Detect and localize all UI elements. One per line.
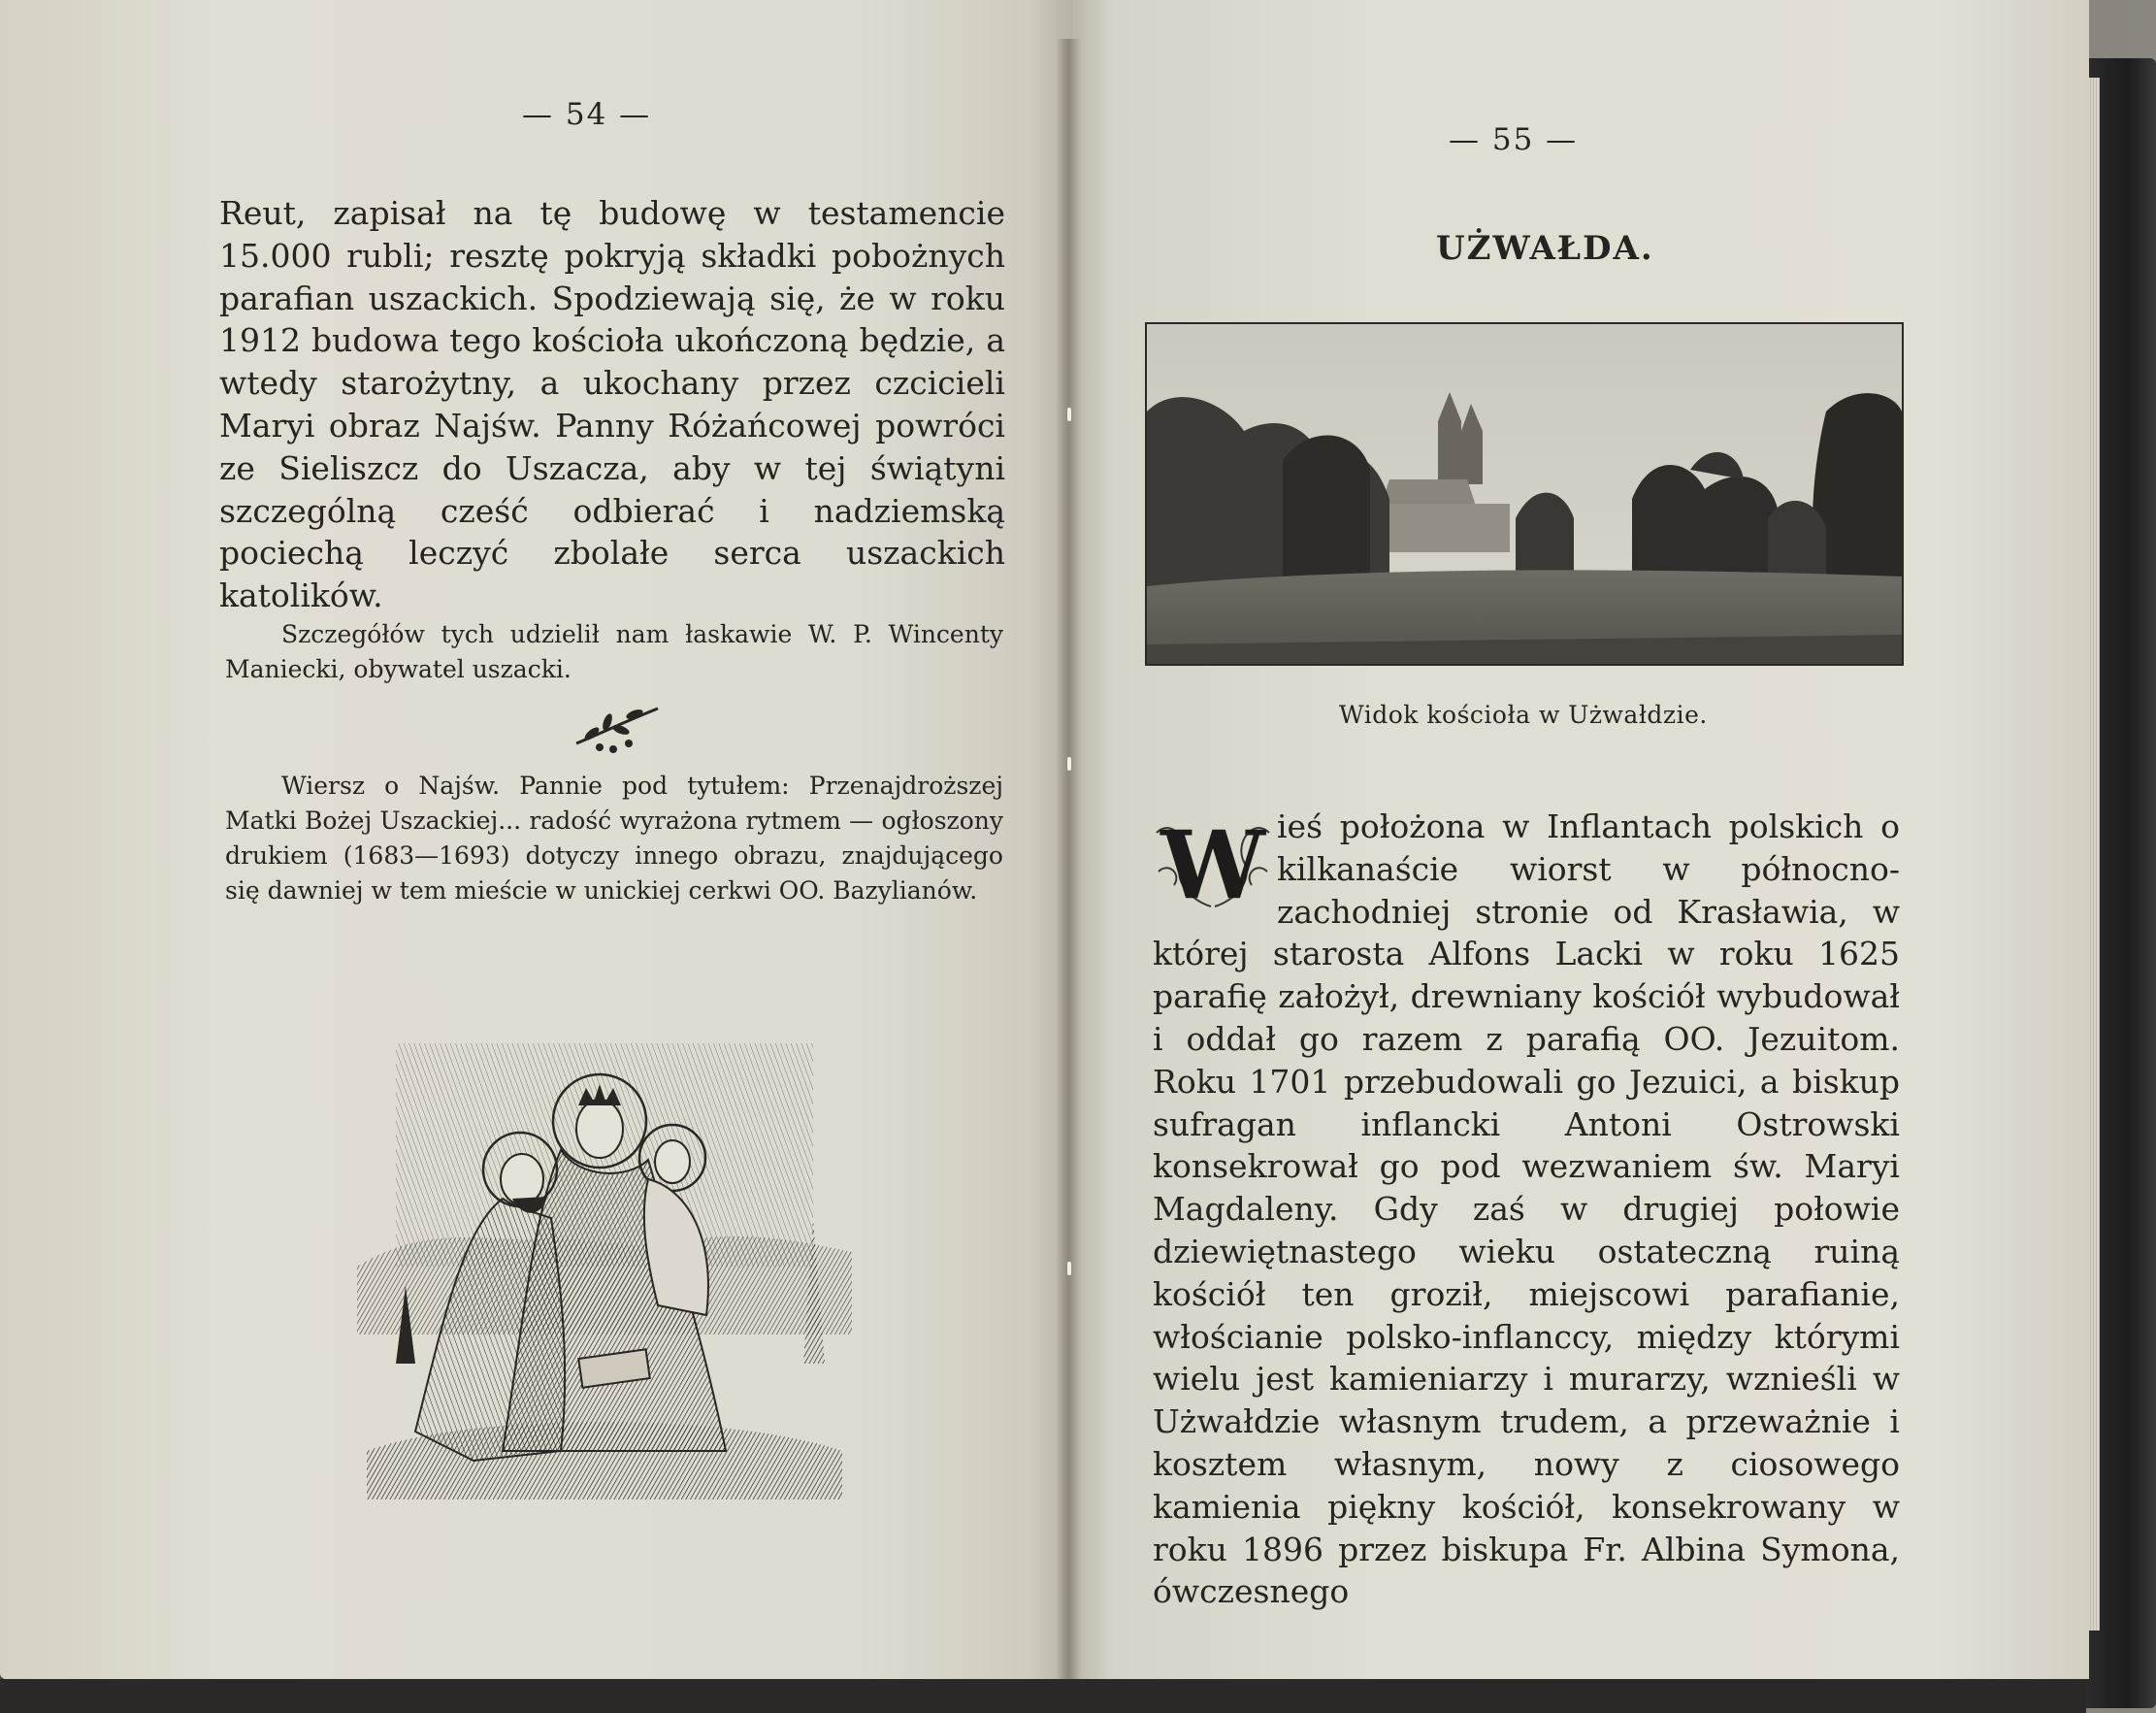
page-number-left: — 54 — [522, 97, 652, 132]
madonna-engraving-icon [357, 1043, 852, 1499]
chapter-heading: UŻWAŁDA. [1436, 229, 1654, 268]
gutter-shadow [1056, 39, 1081, 1679]
church-photo-icon [1145, 322, 1904, 666]
right-main-paragraph: ieś położona w Inflantach polskich o kilkanaście wiorst w północno-zachodniej stronie od Krasławia, w której starosta Alfons Lacki w roku 1625 parafię założył, drewniany kościół wybudował i oddał go razem z parafią OO. Jezuitom. Roku 1701 przebudowali go Jezuici, a biskup sufragan inflancki Antoni Ostrowski konsekrował go pod wezwaniem św. Maryi Magdaleny. Gdy zaś w drugiej połowie dziewiętnastego wieku ostateczną ruiną kościół ten groził, miejscowi parafianie, włościanie polsko-inflanccy, między którymi wielu jest kamieniarzy i murarzy, wznieśli w Użwałdzie własnym trudem, a przeważnie i kosztem własnym, nowy z ciosowego kamienia piękny kościół, konsekrowany w roku 1896 przez biskupa Fr. Albina Symona, ówczesnego [1153, 807, 1900, 1611]
binding-stitch [1067, 408, 1071, 421]
decorated-drop-cap [1153, 810, 1273, 920]
binding-stitch [1067, 757, 1071, 771]
left-main-paragraph: Reut, zapisał na tę budowę w testamencie 15.000 rubli; resztę pokryją składki pobożnych parafian uszackich. Spodziewają się, że w roku 1912 budowa tego kościoła ukończoną będzie, a wtedy starożytny, a ukochany przez czcicieli Maryi obraz Najśw. Panny Różańcowej powróci ze Sieliszcz do Uszacza, aby w tej świątyni szczególną cześć odbierać i nadziemską pociechą leczyć zbolałe serca uszackich katolików. [219, 194, 1005, 615]
left-page [0, 0, 1072, 1679]
left-note-1: Szczegółów tych udzielił nam łaskawie W. P. Wincenty Maniecki, obywatel uszacki. [225, 620, 1003, 683]
page-number-right: — 55 — [1449, 122, 1579, 157]
left-note-2: Wiersz o Najśw. Pannie pod tytułem: Przenajdroższej Matki Bożej Uszackiej... radość wyrażona rytmem — ogłoszony drukiem (1683—1693) dotyczy innego obrazu, znajdującego się dawniej w tem mieście w unickiej cerkwi OO. Bazylianów. [225, 772, 1003, 905]
drop-cap-letter: W [1160, 810, 1265, 920]
photo-caption: Widok kościoła w Użwałdzie. [1339, 701, 1708, 729]
right-main-paragraph-block [1153, 806, 1900, 1613]
bottom-shadow [0, 1679, 2086, 1713]
binding-stitch [1067, 1262, 1071, 1275]
olive-branch-ornament-icon [571, 701, 664, 759]
